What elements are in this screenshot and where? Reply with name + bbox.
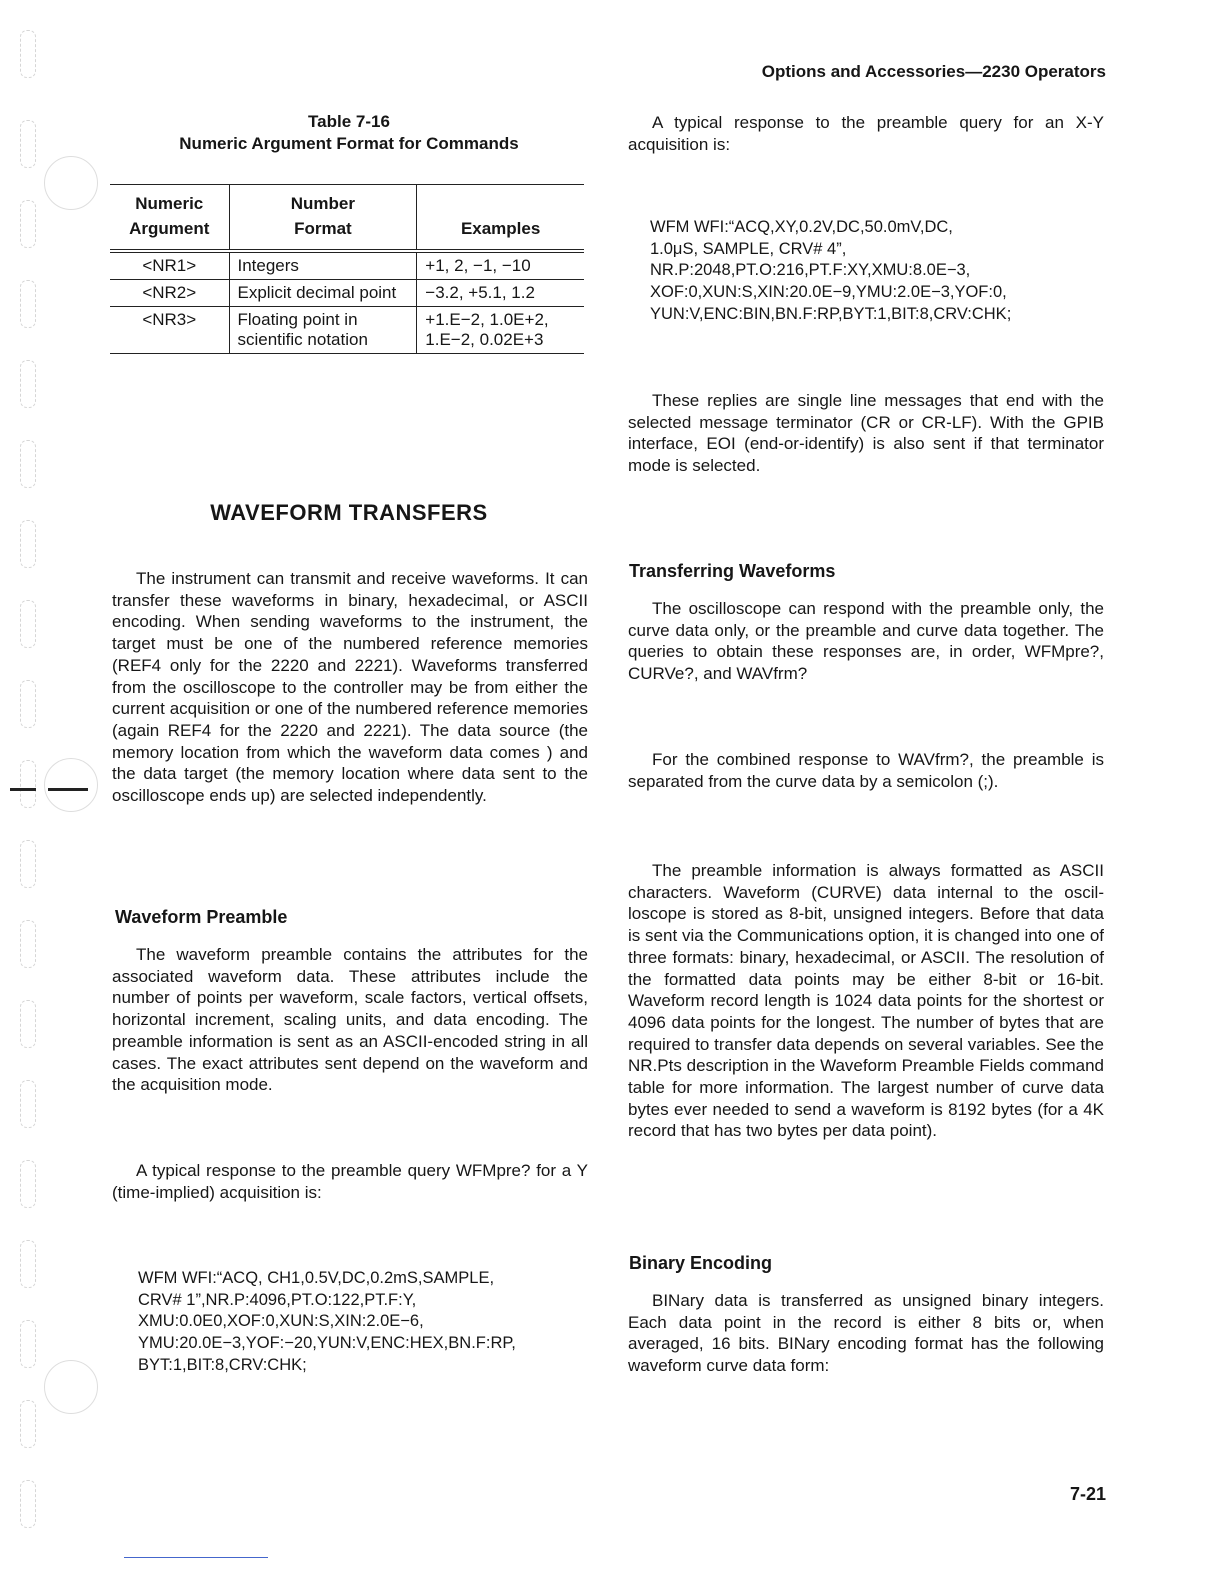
transferring-waveforms-text: The oscilloscope can respond with the preamble only, the curve data only, or the preamble and curve data together. The queries to obtain these responses are, in order, WFMpre?, CURVe?, and WAVfrm? [628,599,1104,684]
footer-rule [124,1557,268,1558]
page-number: 7-21 [1069,1484,1106,1504]
header-numeric-argument: Numeric Argument [110,185,229,252]
header-number-format: Number Format [229,185,417,252]
examples-cell: −3.2, +5.1, 1.2 [417,280,584,307]
binary-encoding-text: BINary data is transferred as unsigned binary integers. Each data point in the record is either 8 bits or, when averaged, 16 bits. BINary encoding format has the following waveform curve data form: [628,1291,1104,1376]
waveform-transfers-intro: The instrument can transmit and receive waveforms. It can transfer these waveforms in binary, hexadecimal, or ASCII encoding. When sending waveforms to the instrument, the target must be one of the numbered reference memories (REF4 only for the 2220 and 2221). Waveforms transferred from the oscilloscope to the controller may be from either the current acquisition or one of the numbered reference memories (again REF4 for the 2220 and 2221). The data source (the memory location from which the waveform data comes ) and the data target (the memory location where data sent to the oscilloscope ends up) are selected independently. [112,569,588,806]
y-response-code: WFM WFI:“ACQ, CH1,0.5V,DC,0.2mS,SAMPLE, CRV# 1”,NR.P:4096,PT.O:122,PT.F:Y, XMU:0.0E0,XOF:0,XUN:S,XIN:2.0E−6, YMU:20.0E−3,YOF:−20,YUN:V,ENC:HEX,BN.F:RP, BYT:1,BIT:8,CRV:CHK; [138,1269,516,1374]
y-response-intro: A typical response to the preamble query WFMpre? for a Y (time-implied) acquisition is: [112,1161,588,1202]
replies-text: These replies are single line messages that end with the selected message terminator (CR or CR-LF). With the GPIB interface, EOI (end-or-identify) is also sent if that terminator mode is selected. [628,391,1104,476]
argument-cell: <NR3> [110,307,229,354]
argument-cell: <NR2> [110,280,229,307]
combined-response-text: For the combined response to WAVfrm?, the preamble is separated from the curve data by a semicolon (;). [628,750,1104,791]
table-title: Numeric Argument Format for Commands [179,134,519,153]
table-number: Table 7-16 [308,112,390,131]
table-caption [112,111,586,155]
punch-ring [44,758,98,812]
format-cell: Integers [229,251,417,280]
xy-response-code: WFM WFI:“ACQ,XY,0.2V,DC,50.0mV,DC, 1.0μS, SAMPLE, CRV# 4”, NR.P:2048,PT.O:216,PT.F:XY,XMU:8.0E−3, XOF:0,XUN:S,XIN:20.0E−9,YMU:2.0E−3,YOF:0, YUN:V,ENC:BIN,BN.F:RP,BYT:1,BIT:8,CRV:CHK; [650,218,1012,323]
format-cell: Floating point in scientific notation [229,307,417,354]
table-row [110,251,584,280]
margin-mark [48,788,88,791]
margin-mark [10,788,36,791]
xy-response-intro: A typical response to the preamble query for an X-Y acquisition is: [628,113,1104,154]
waveform-preamble-text: The waveform preamble contains the attributes for the associated waveform data. These attributes include the number of points per waveform, scale factors, vertical offsets, horizontal increment, scaling units, and data encoding. The preamble information is sent as an ASCII-encoded string in all cases. The exact attributes sent depend on the waveform and the acquisition mode. [112,945,588,1095]
header-examples: Examples [417,185,584,252]
transferring-waveforms-heading: Transferring Waveforms [629,561,836,581]
binary-encoding-heading: Binary Encoding [629,1253,773,1273]
punch-ring [44,156,98,210]
numeric-argument-table [110,184,584,354]
punch-ring [44,1360,98,1414]
section-title: WAVEFORM TRANSFERS [210,500,488,525]
ascii-format-text: The preamble information is always formatted as ASCII characters. Waveform (CURVE) data internal to the oscilloscope is stored as 8-bit, unsigned integers. Before that data is sent via the Communications option, it is changed into one of three formats: binary, hexadecimal, or ASCII. The resolution of the formatted data points may be either 8-bit or 16-bit. Waveform record length is 1024 data points for the shortest or 4096 data points for the longest. The number of bytes that are required to transfer data depends on several variables. See the NR.Pts description in the Waveform Preamble Fields command table for more information. The largest number of curve data bytes ever needed to send a waveform is 8192 bytes (for a 4K record that has two bytes per data point). [628,861,1104,1141]
table-header-row [110,185,584,252]
table-row [110,307,584,354]
examples-cell: +1.E−2, 1.0E+2, 1.E−2, 0.02E+3 [417,307,584,354]
running-header: Options and Accessories—2230 Operators [761,62,1106,81]
examples-cell: +1, 2, −1, −10 [417,251,584,280]
table-row [110,280,584,307]
format-cell: Explicit decimal point [229,280,417,307]
waveform-preamble-heading: Waveform Preamble [115,907,288,927]
argument-cell: <NR1> [110,251,229,280]
